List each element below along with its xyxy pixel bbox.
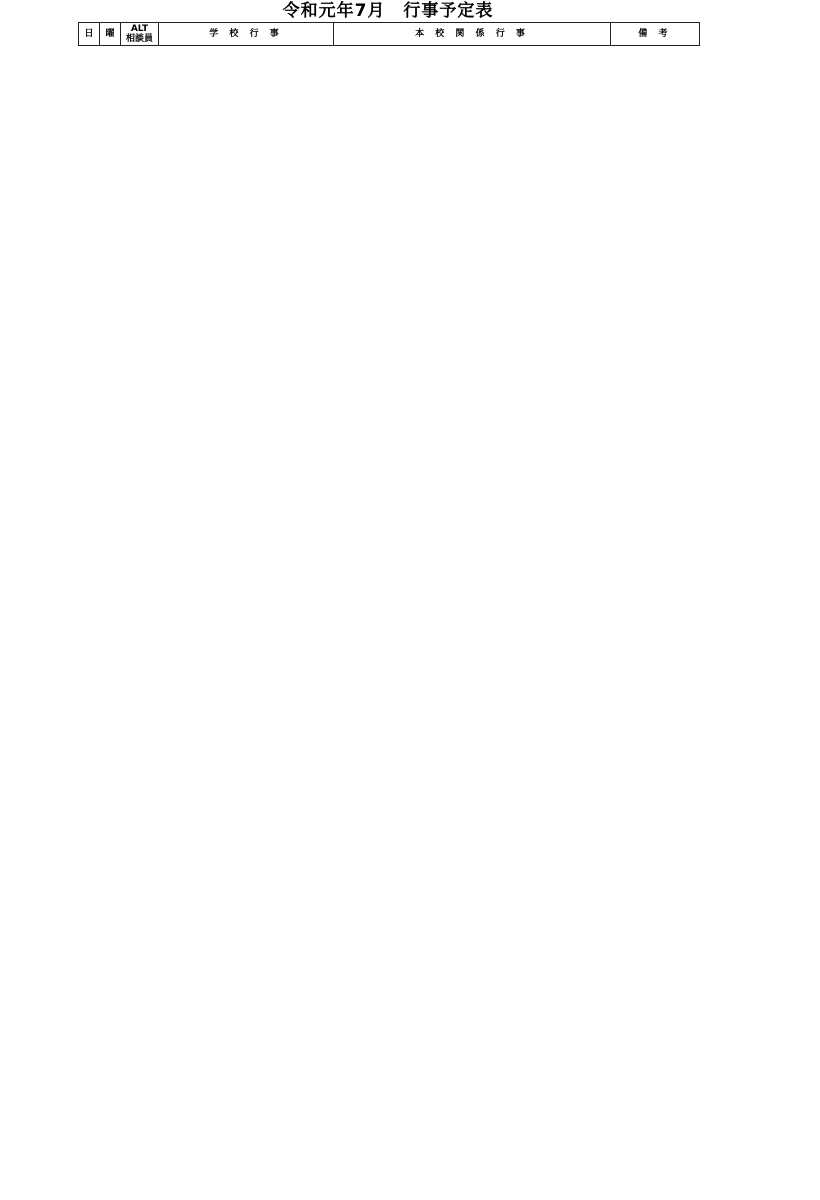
header-weekday: 曜: [100, 23, 121, 46]
header-day: 日: [79, 23, 100, 46]
header-row: [79, 23, 700, 46]
page-title: 令和元年7月 行事予定表: [282, 1, 494, 21]
header-related-events: 本 校 関 係 行 事: [334, 23, 611, 46]
header-remarks: 備 考: [611, 23, 700, 46]
header-school-events: 学 校 行 事: [159, 23, 334, 46]
header-alt: ALT 相談員: [121, 23, 159, 46]
schedule-table: [78, 22, 700, 46]
